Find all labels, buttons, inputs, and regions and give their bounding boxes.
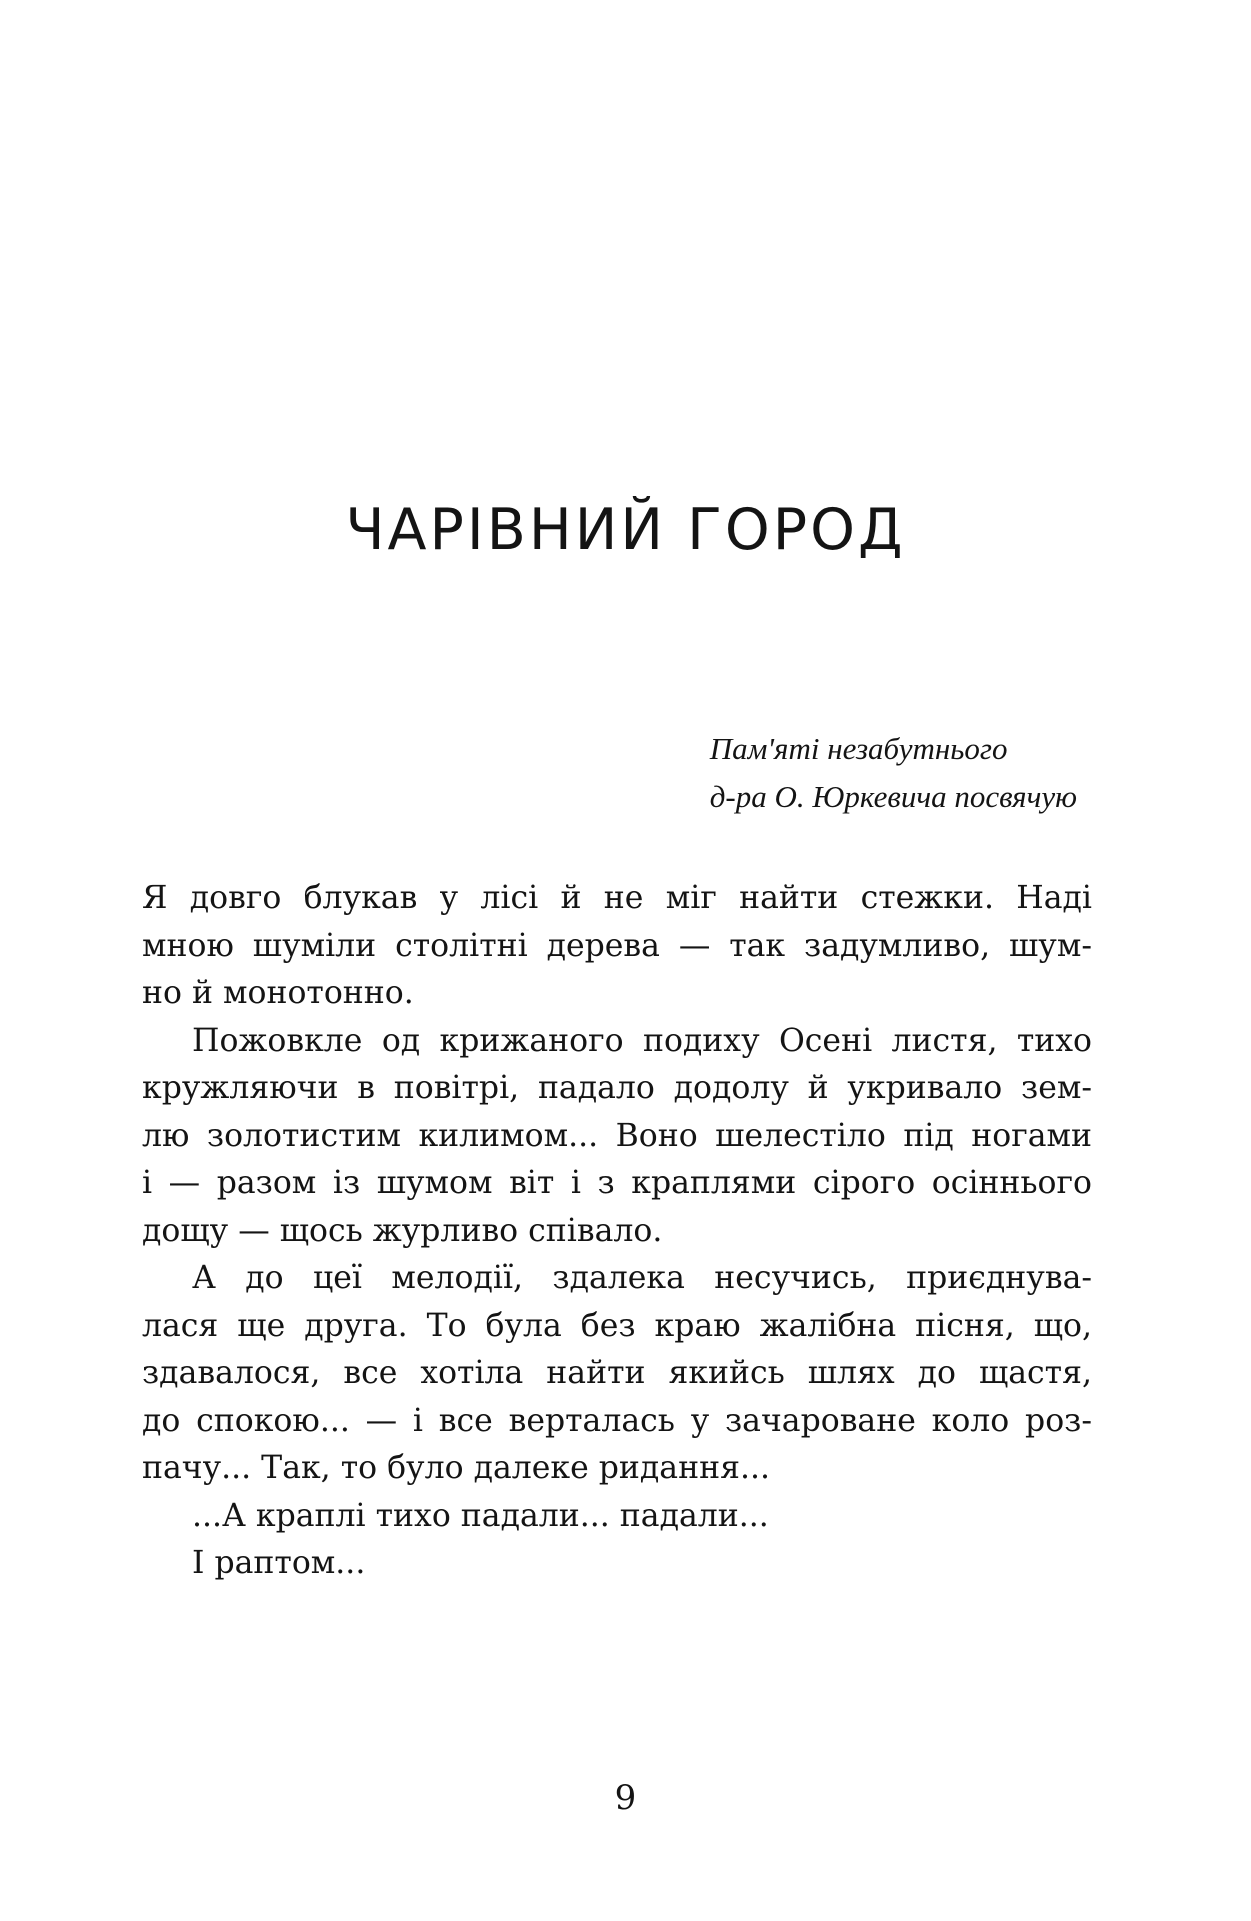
text-line: дощу — щось журливо співало. bbox=[142, 1212, 663, 1249]
text-line: І раптом... bbox=[192, 1545, 366, 1581]
text-line: кружляючи в повітрі, падало додолу й укривало зем- bbox=[142, 1070, 1092, 1106]
body-text bbox=[142, 875, 1092, 1588]
chapter-title: ЧАРІВНИЙ ГОРОД bbox=[345, 497, 906, 563]
text-line: і — разом із шумом віт і з краплями сірого осіннього bbox=[142, 1165, 1092, 1201]
text-line: Пожовкле од крижаного подиху Осені листя, тихо bbox=[192, 1022, 1092, 1059]
text-line: мною шуміли столітні дерева — так задумливо, шум- bbox=[142, 927, 1092, 964]
text-line: А до цеї мелодії, здалека несучись, приєднува- bbox=[192, 1260, 1092, 1296]
text-line: но й монотонно. bbox=[142, 975, 414, 1011]
text-line: здавалося, все хотіла найти якийсь шлях до щастя, bbox=[142, 1355, 1092, 1391]
text-line: лася ще друга. То була без краю жалібна пісня, що, bbox=[142, 1307, 1092, 1344]
dedication-line: Пам'яті незабутнього bbox=[709, 731, 1008, 766]
dedication-line: д-ра О. Юркевича посвячую bbox=[709, 779, 1077, 814]
text-line: лю золотистим килимом... Воно шелестіло під ногами bbox=[142, 1117, 1092, 1154]
text-line: Я довго блукав у лісі й не міг найти стежки. Наді bbox=[142, 880, 1092, 916]
dedication bbox=[710, 725, 1077, 821]
page-number: 9 bbox=[614, 1778, 637, 1818]
text-line: ...А краплі тихо падали... падали... bbox=[192, 1497, 769, 1534]
text-line: до спокою... — і все верталась у зачароване коло роз- bbox=[142, 1402, 1092, 1439]
text-line: пачу... Так, то було далеке ридання... bbox=[142, 1450, 770, 1486]
